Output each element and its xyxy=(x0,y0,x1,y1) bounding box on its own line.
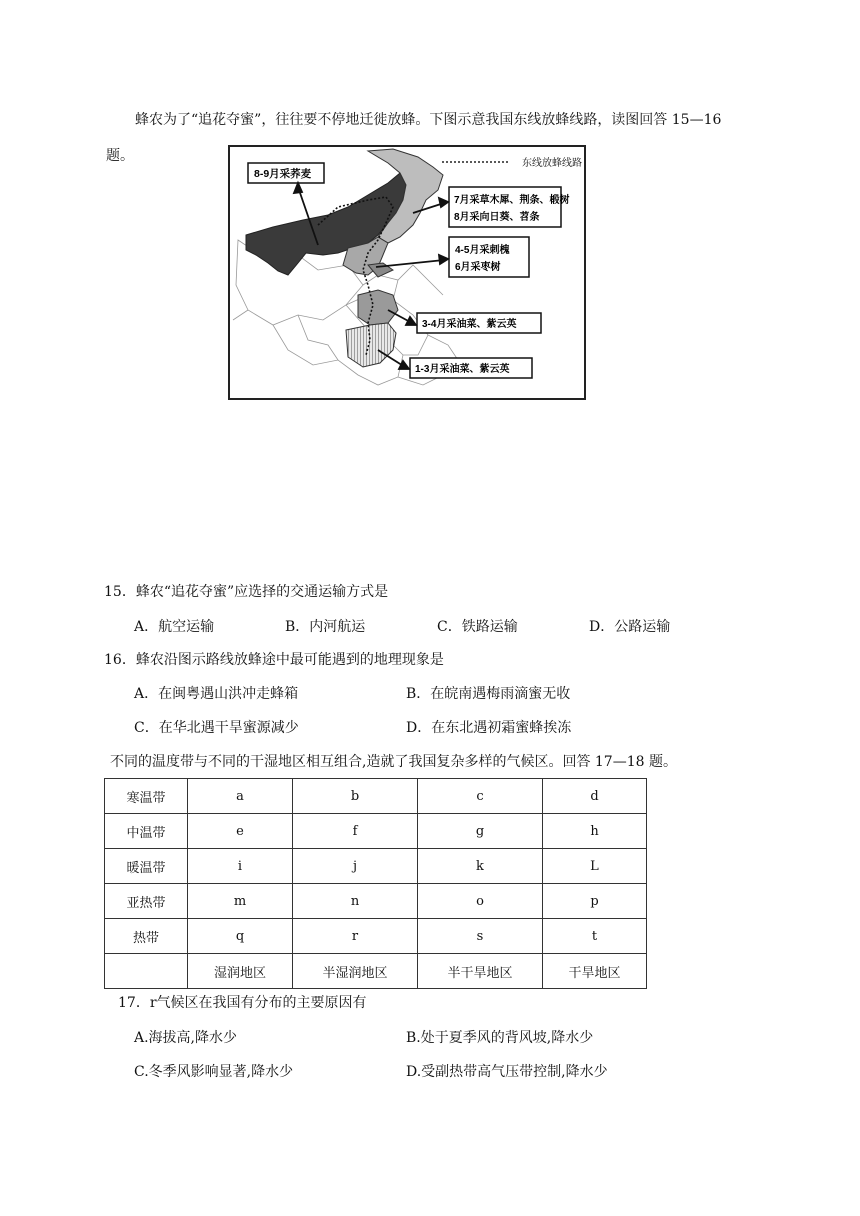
table-cell: f xyxy=(293,814,418,849)
empty-cell xyxy=(105,954,188,989)
table-cell: k xyxy=(418,849,543,884)
intro-line-1: 蜂农为了“追花夺蜜”，往往要不停地迁徙放蜂。下图示意我国东线放蜂线路，读图回答 15—16 xyxy=(135,112,722,128)
q15-stem: 15．蜂农“追花夺蜜”应选择的交通运输方式是 xyxy=(104,584,389,600)
table-cell: h xyxy=(543,814,647,849)
table-cell: o xyxy=(418,884,543,919)
table-row xyxy=(105,884,647,919)
table-cell: b xyxy=(293,779,418,814)
q17-option-d: D.受副热带高气压带控制,降水少 xyxy=(406,1064,608,1080)
intro-line-2: 题。 xyxy=(106,148,134,164)
table-cell: g xyxy=(418,814,543,849)
bee-route-map xyxy=(228,145,586,400)
footer-cell: 干旱地区 xyxy=(543,954,647,989)
climate-table xyxy=(104,778,647,989)
label-north-1: 4-5月采刺槐 xyxy=(455,245,510,256)
table-cell: i xyxy=(188,849,293,884)
q16-stem: 16．蜂农沿图示路线放蜂途中最可能遇到的地理现象是 xyxy=(104,652,444,668)
table-row xyxy=(105,919,647,954)
footer-cell: 半干旱地区 xyxy=(418,954,543,989)
q16-option-d: D．在东北遇初霜蜜蜂挨冻 xyxy=(406,720,572,736)
q17-option-c: C.冬季风影响显著,降水少 xyxy=(134,1064,294,1080)
table-row xyxy=(105,814,647,849)
table-cell: c xyxy=(418,779,543,814)
table-cell: a xyxy=(188,779,293,814)
q15-option-b: B．内河航运 xyxy=(285,619,366,635)
table-cell: t xyxy=(543,919,647,954)
q15-option-a: A．航空运输 xyxy=(134,619,215,635)
q17-option-b: B.处于夏季风的背风坡,降水少 xyxy=(406,1030,594,1046)
label-south: 1-3月采油菜、紫云英 xyxy=(415,364,510,375)
legend-text: 东线放蜂线路 xyxy=(522,158,582,169)
footer-cell: 半湿润地区 xyxy=(293,954,418,989)
table-cell: p xyxy=(543,884,647,919)
q16-option-b: B．在皖南遇梅雨滴蜜无收 xyxy=(406,686,571,702)
q16-option-a: A．在闽粤遇山洪冲走蜂箱 xyxy=(134,686,299,702)
intro-climate: 不同的温度带与不同的干湿地区相互组合,造就了我国复杂多样的气候区。回答 17—18 题。 xyxy=(110,754,677,770)
q15-option-d: D．公路运输 xyxy=(589,619,671,635)
q17-option-a: A.海拔高,降水少 xyxy=(134,1030,238,1046)
label-buckwheat: 8-9月采荞麦 xyxy=(254,168,312,180)
zone-cell: 热带 xyxy=(105,919,188,954)
label-northeast-2: 8月采向日葵、苕条 xyxy=(454,212,540,223)
q16-option-c: C．在华北遇干旱蜜源减少 xyxy=(134,720,299,736)
label-northeast-1: 7月采草木犀、荆条、椴树 xyxy=(454,195,570,206)
table-cell: d xyxy=(543,779,647,814)
q17-stem: 17．r气候区在我国有分布的主要原因有 xyxy=(118,995,367,1011)
q15-option-c: C．铁路运输 xyxy=(437,619,518,635)
table-footer-row xyxy=(105,954,647,989)
table-cell: e xyxy=(188,814,293,849)
table-cell: m xyxy=(188,884,293,919)
zone-cell: 中温带 xyxy=(105,814,188,849)
table-cell: q xyxy=(188,919,293,954)
zone-cell: 寒温带 xyxy=(105,779,188,814)
zone-cell: 亚热带 xyxy=(105,884,188,919)
table-row xyxy=(105,849,647,884)
zone-cell: 暖温带 xyxy=(105,849,188,884)
table-cell: j xyxy=(293,849,418,884)
label-north-2: 6月采枣树 xyxy=(455,262,501,273)
table-cell: L xyxy=(543,849,647,884)
table-cell: n xyxy=(293,884,418,919)
footer-cell: 湿润地区 xyxy=(188,954,293,989)
table-cell: r xyxy=(293,919,418,954)
table-row xyxy=(105,779,647,814)
table-cell: s xyxy=(418,919,543,954)
label-central: 3-4月采油菜、紫云英 xyxy=(422,319,517,330)
